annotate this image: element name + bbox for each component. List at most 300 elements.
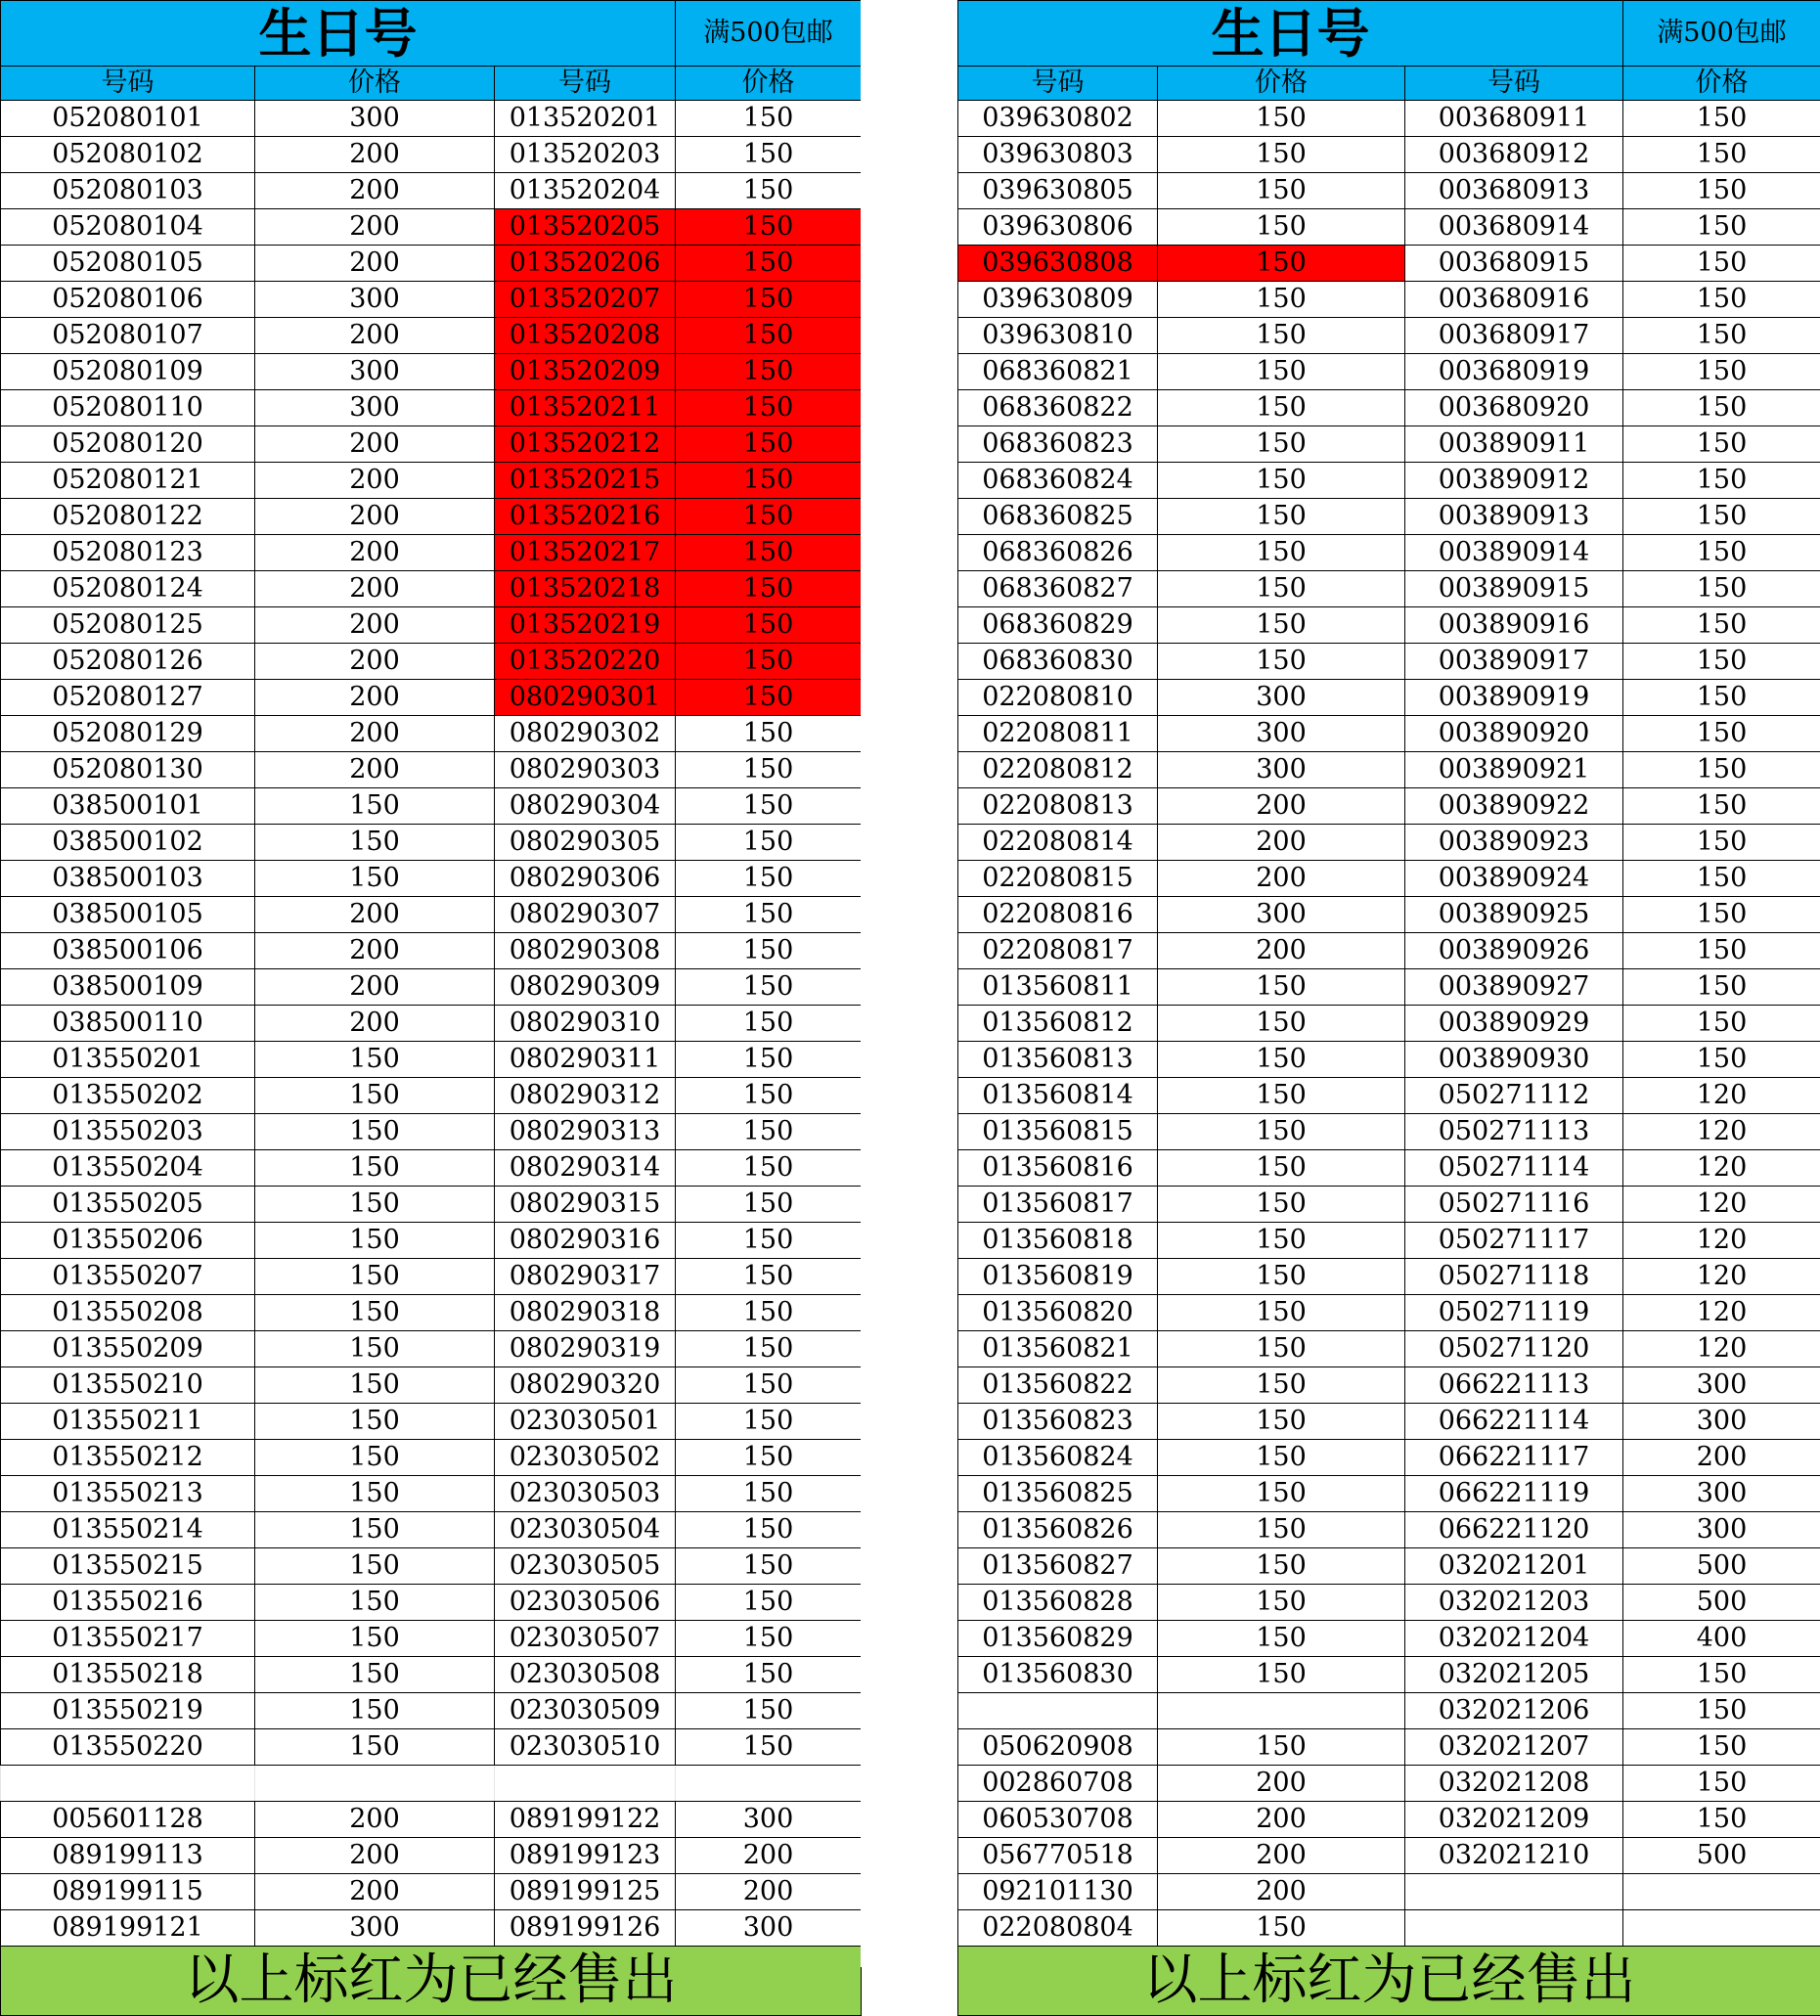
price-cell: 300	[676, 1910, 862, 1947]
table-row	[1, 1259, 862, 1295]
price-cell: 500	[1623, 1548, 1820, 1585]
table-row	[958, 607, 1820, 644]
number-cell: 080290307	[495, 897, 676, 933]
price-cell: 300	[676, 1802, 862, 1838]
price-cell: 150	[1158, 426, 1405, 463]
number-cell: 089199113	[1, 1838, 255, 1874]
price-cell: 150	[676, 1331, 862, 1367]
table-row	[958, 282, 1820, 318]
price-cell: 120	[1623, 1295, 1820, 1331]
number-cell	[1405, 1910, 1623, 1947]
table-row	[958, 897, 1820, 933]
table-row	[1, 463, 862, 499]
table-row	[958, 1766, 1820, 1802]
price-cell: 120	[1623, 1187, 1820, 1223]
price-cell: 150	[676, 1621, 862, 1657]
price-cell: 150	[1623, 897, 1820, 933]
number-cell: 032021201	[1405, 1548, 1623, 1585]
table-row	[1, 1512, 862, 1548]
number-cell: 050271117	[1405, 1223, 1623, 1259]
price-cell: 200	[1158, 933, 1405, 969]
number-cell: 013560822	[958, 1367, 1158, 1404]
price-cell: 150	[1158, 1476, 1405, 1512]
number-cell: 068360823	[958, 426, 1158, 463]
price-cell: 150	[1158, 1440, 1405, 1476]
right-sold-note: 以上标红为已经售出	[958, 1947, 1820, 2016]
price-cell: 150	[1158, 1259, 1405, 1295]
price-cell: 150	[255, 1295, 495, 1331]
number-cell: 056770518	[958, 1838, 1158, 1874]
table-row	[958, 933, 1820, 969]
table-row	[958, 426, 1820, 463]
price-cell: 200	[255, 644, 495, 680]
number-cell: 013560821	[958, 1331, 1158, 1367]
sheet-gap	[861, 0, 957, 1967]
price-cell: 150	[1158, 1187, 1405, 1223]
number-cell: 013550205	[1, 1187, 255, 1223]
left-price-table	[0, 0, 862, 2016]
price-cell	[1158, 1693, 1405, 1729]
price-cell: 150	[1623, 752, 1820, 788]
table-row	[1, 1006, 862, 1042]
number-cell: 089199115	[1, 1874, 255, 1910]
table-row	[958, 1295, 1820, 1331]
number-cell: 013550217	[1, 1621, 255, 1657]
table-row	[958, 1512, 1820, 1548]
right-sheet	[957, 0, 1820, 2016]
price-cell: 150	[1158, 1585, 1405, 1621]
price-cell: 150	[676, 463, 862, 499]
price-cell: 150	[676, 101, 862, 137]
number-cell: 003890912	[1405, 463, 1623, 499]
price-cell: 150	[1623, 354, 1820, 390]
number-cell: 013560826	[958, 1512, 1158, 1548]
number-cell	[958, 1693, 1158, 1729]
price-cell: 150	[676, 861, 862, 897]
price-cell: 150	[255, 1512, 495, 1548]
price-cell: 200	[255, 499, 495, 535]
number-cell: 013560819	[958, 1259, 1158, 1295]
number-cell: 068360826	[958, 535, 1158, 571]
table-row	[1, 933, 862, 969]
price-cell: 150	[676, 1187, 862, 1223]
price-cell: 150	[1158, 1114, 1405, 1150]
number-cell: 003890929	[1405, 1006, 1623, 1042]
price-cell: 150	[676, 897, 862, 933]
number-cell: 032021203	[1405, 1585, 1623, 1621]
table-row	[1, 1440, 862, 1476]
table-row	[1, 1838, 862, 1874]
table-row	[1, 354, 862, 390]
number-cell	[495, 1766, 676, 1802]
table-row	[958, 1729, 1820, 1766]
table-row	[958, 1910, 1820, 1947]
number-cell: 013550213	[1, 1476, 255, 1512]
number-cell: 013550209	[1, 1331, 255, 1367]
price-cell: 120	[1623, 1078, 1820, 1114]
number-cell: 032021208	[1405, 1766, 1623, 1802]
price-cell: 200	[1158, 1838, 1405, 1874]
number-cell: 003890924	[1405, 861, 1623, 897]
number-cell: 022080810	[958, 680, 1158, 716]
left-header-row	[1, 67, 862, 101]
number-cell: 022080817	[958, 933, 1158, 969]
price-cell: 150	[255, 1187, 495, 1223]
number-cell: 013550208	[1, 1295, 255, 1331]
number-cell: 080290316	[495, 1223, 676, 1259]
number-cell: 013520212	[495, 426, 676, 463]
number-cell: 039630802	[958, 101, 1158, 137]
number-cell: 003890915	[1405, 571, 1623, 607]
table-row	[958, 390, 1820, 426]
price-cell: 150	[255, 1585, 495, 1621]
price-cell: 150	[255, 1657, 495, 1693]
number-cell: 003680915	[1405, 246, 1623, 282]
table-row	[958, 1331, 1820, 1367]
price-cell: 400	[1623, 1621, 1820, 1657]
number-cell: 003680919	[1405, 354, 1623, 390]
table-row	[1, 282, 862, 318]
number-cell: 013550218	[1, 1657, 255, 1693]
price-cell: 150	[676, 246, 862, 282]
number-cell: 039630803	[958, 137, 1158, 173]
table-row	[1, 137, 862, 173]
table-row	[1, 1548, 862, 1585]
table-row	[1, 1223, 862, 1259]
number-cell: 080290306	[495, 861, 676, 897]
price-cell: 200	[255, 607, 495, 644]
number-cell: 052080126	[1, 644, 255, 680]
price-cell: 150	[676, 282, 862, 318]
price-cell: 150	[676, 1512, 862, 1548]
table-row	[1, 1621, 862, 1657]
number-cell: 013550202	[1, 1078, 255, 1114]
number-cell: 050271118	[1405, 1259, 1623, 1295]
number-cell: 013560815	[958, 1114, 1158, 1150]
price-cell: 150	[676, 209, 862, 246]
price-cell: 150	[676, 535, 862, 571]
price-cell: 150	[1158, 571, 1405, 607]
price-cell: 150	[676, 390, 862, 426]
price-cell: 150	[676, 825, 862, 861]
number-cell: 003890927	[1405, 969, 1623, 1006]
price-cell: 120	[1623, 1223, 1820, 1259]
number-cell: 080290309	[495, 969, 676, 1006]
number-cell: 013560828	[958, 1585, 1158, 1621]
table-row	[958, 101, 1820, 137]
table-row	[958, 1693, 1820, 1729]
table-row	[1, 969, 862, 1006]
left-sold-note: 以上标红为已经售出	[1, 1947, 862, 2016]
right-table-body	[958, 1, 1820, 1947]
number-cell: 013520216	[495, 499, 676, 535]
price-cell: 200	[255, 426, 495, 463]
number-cell: 052080129	[1, 716, 255, 752]
number-cell: 013520204	[495, 173, 676, 209]
number-cell: 066221120	[1405, 1512, 1623, 1548]
price-cell: 200	[255, 1006, 495, 1042]
price-cell: 300	[255, 390, 495, 426]
price-cell: 150	[676, 1223, 862, 1259]
number-cell: 032021209	[1405, 1802, 1623, 1838]
right-shipping-note: 满500包邮	[1623, 1, 1820, 67]
price-cell: 150	[676, 1729, 862, 1766]
price-cell: 200	[255, 716, 495, 752]
number-cell: 013560824	[958, 1440, 1158, 1476]
price-cell: 200	[255, 318, 495, 354]
number-cell: 038500109	[1, 969, 255, 1006]
price-cell: 150	[1158, 173, 1405, 209]
table-row	[1, 1476, 862, 1512]
price-cell: 300	[255, 354, 495, 390]
price-cell: 150	[1623, 1766, 1820, 1802]
price-cell: 300	[255, 1910, 495, 1947]
price-cell: 150	[1623, 607, 1820, 644]
price-cell: 150	[255, 1259, 495, 1295]
table-row	[1, 897, 862, 933]
price-cell: 150	[1623, 1693, 1820, 1729]
number-cell: 066221119	[1405, 1476, 1623, 1512]
number-cell: 068360827	[958, 571, 1158, 607]
price-cell: 150	[676, 1585, 862, 1621]
price-cell: 150	[1623, 1657, 1820, 1693]
number-cell: 060530708	[958, 1802, 1158, 1838]
price-cell: 200	[255, 571, 495, 607]
table-row	[1, 1693, 862, 1729]
number-cell: 068360822	[958, 390, 1158, 426]
number-cell: 039630805	[958, 173, 1158, 209]
price-cell: 150	[676, 1440, 862, 1476]
price-cell: 200	[255, 1802, 495, 1838]
number-cell: 005601128	[1, 1802, 255, 1838]
number-cell: 080290303	[495, 752, 676, 788]
price-cell: 150	[676, 1657, 862, 1693]
number-cell: 080290315	[495, 1187, 676, 1223]
number-cell	[1, 1766, 255, 1802]
price-cell: 150	[1623, 173, 1820, 209]
number-cell: 080290314	[495, 1150, 676, 1187]
price-cell: 150	[676, 1295, 862, 1331]
number-cell: 080290302	[495, 716, 676, 752]
price-cell: 150	[676, 1259, 862, 1295]
number-cell: 039630810	[958, 318, 1158, 354]
number-cell: 013560827	[958, 1548, 1158, 1585]
table-row	[1, 1295, 862, 1331]
price-cell: 200	[255, 137, 495, 173]
table-row	[1, 1874, 862, 1910]
price-cell: 150	[1158, 969, 1405, 1006]
number-cell: 013560811	[958, 969, 1158, 1006]
price-cell: 200	[255, 209, 495, 246]
price-cell: 300	[1623, 1367, 1820, 1404]
table-row	[958, 1006, 1820, 1042]
number-cell: 003680917	[1405, 318, 1623, 354]
table-row	[1, 861, 862, 897]
table-row	[958, 137, 1820, 173]
price-cell: 150	[1158, 644, 1405, 680]
number-cell: 003680916	[1405, 282, 1623, 318]
table-row	[1, 1585, 862, 1621]
price-cell: 150	[676, 1548, 862, 1585]
table-row	[958, 1367, 1820, 1404]
table-row	[958, 1223, 1820, 1259]
table-row	[1, 499, 862, 535]
table-row	[958, 209, 1820, 246]
price-cell: 150	[1623, 246, 1820, 282]
price-cell: 150	[255, 1476, 495, 1512]
number-cell: 003680912	[1405, 137, 1623, 173]
number-cell: 013560823	[958, 1404, 1158, 1440]
number-cell: 003890920	[1405, 716, 1623, 752]
price-cell: 300	[1623, 1476, 1820, 1512]
number-cell: 013550201	[1, 1042, 255, 1078]
number-cell: 013520208	[495, 318, 676, 354]
number-cell: 080290305	[495, 825, 676, 861]
table-row	[1, 1802, 862, 1838]
number-cell: 013560813	[958, 1042, 1158, 1078]
price-cell: 150	[1623, 318, 1820, 354]
left-title: 生日号	[1, 1, 676, 67]
table-row	[1, 1187, 862, 1223]
price-cell: 150	[255, 788, 495, 825]
table-row	[1, 390, 862, 426]
column-header-price: 价格	[1623, 67, 1820, 101]
number-cell: 003890923	[1405, 825, 1623, 861]
number-cell: 013520217	[495, 535, 676, 571]
price-cell: 150	[255, 1078, 495, 1114]
table-row	[958, 499, 1820, 535]
number-cell: 052080122	[1, 499, 255, 535]
price-cell: 150	[676, 607, 862, 644]
price-cell: 150	[1158, 137, 1405, 173]
number-cell: 013520215	[495, 463, 676, 499]
price-cell: 150	[1158, 1042, 1405, 1078]
number-cell: 023030501	[495, 1404, 676, 1440]
number-cell: 023030507	[495, 1621, 676, 1657]
number-cell: 032021210	[1405, 1838, 1623, 1874]
price-cell: 150	[1158, 318, 1405, 354]
table-row	[1, 1331, 862, 1367]
price-cell: 150	[1623, 137, 1820, 173]
price-cell: 150	[1623, 644, 1820, 680]
table-row	[1, 318, 862, 354]
number-cell: 038500106	[1, 933, 255, 969]
number-cell	[1405, 1874, 1623, 1910]
table-row	[1, 825, 862, 861]
number-cell: 080290301	[495, 680, 676, 716]
price-cell: 200	[1158, 861, 1405, 897]
table-row	[958, 1476, 1820, 1512]
number-cell: 003680914	[1405, 209, 1623, 246]
number-cell: 066221113	[1405, 1367, 1623, 1404]
table-row	[958, 1838, 1820, 1874]
number-cell: 013550210	[1, 1367, 255, 1404]
price-cell: 150	[255, 1440, 495, 1476]
number-cell: 023030508	[495, 1657, 676, 1693]
column-header-number: 号码	[958, 67, 1158, 101]
number-cell: 023030506	[495, 1585, 676, 1621]
number-cell: 013550215	[1, 1548, 255, 1585]
number-cell: 050271114	[1405, 1150, 1623, 1187]
number-cell: 003890914	[1405, 535, 1623, 571]
table-row	[958, 1078, 1820, 1114]
number-cell: 080290310	[495, 1006, 676, 1042]
number-cell: 023030510	[495, 1729, 676, 1766]
price-cell: 150	[1158, 1910, 1405, 1947]
number-cell: 066221114	[1405, 1404, 1623, 1440]
number-cell: 052080104	[1, 209, 255, 246]
number-cell: 013550211	[1, 1404, 255, 1440]
price-cell: 150	[1158, 282, 1405, 318]
column-header-price: 价格	[255, 67, 495, 101]
table-row	[1, 571, 862, 607]
price-cell: 150	[1623, 535, 1820, 571]
table-row	[958, 1404, 1820, 1440]
price-cell: 150	[1158, 209, 1405, 246]
number-cell: 013560817	[958, 1187, 1158, 1223]
number-cell: 089199126	[495, 1910, 676, 1947]
price-cell: 150	[1623, 933, 1820, 969]
price-cell: 150	[1158, 1621, 1405, 1657]
table-row	[1, 209, 862, 246]
table-row	[1, 535, 862, 571]
table-row	[1, 644, 862, 680]
price-cell: 150	[1158, 1657, 1405, 1693]
price-cell: 150	[255, 1404, 495, 1440]
table-row	[958, 463, 1820, 499]
number-cell: 013520203	[495, 137, 676, 173]
price-cell: 500	[1623, 1585, 1820, 1621]
price-cell: 150	[1158, 1006, 1405, 1042]
right-footer-row	[958, 1947, 1820, 2016]
number-cell: 003680913	[1405, 173, 1623, 209]
number-cell: 052080121	[1, 463, 255, 499]
number-cell: 003680920	[1405, 390, 1623, 426]
table-row	[958, 1874, 1820, 1910]
table-row	[958, 1187, 1820, 1223]
number-cell: 068360821	[958, 354, 1158, 390]
price-cell: 120	[1623, 1259, 1820, 1295]
price-cell: 150	[1158, 1729, 1405, 1766]
price-cell: 150	[1623, 1729, 1820, 1766]
number-cell: 039630808	[958, 246, 1158, 282]
table-row	[1, 1766, 862, 1802]
table-row	[958, 1657, 1820, 1693]
number-cell: 023030504	[495, 1512, 676, 1548]
table-row	[958, 716, 1820, 752]
number-cell: 013520207	[495, 282, 676, 318]
number-cell: 038500101	[1, 788, 255, 825]
price-cell: 150	[676, 1042, 862, 1078]
price-cell: 300	[255, 282, 495, 318]
number-cell: 050271113	[1405, 1114, 1623, 1150]
number-cell: 039630809	[958, 282, 1158, 318]
number-cell: 003890913	[1405, 499, 1623, 535]
number-cell: 002860708	[958, 1766, 1158, 1802]
number-cell: 003890919	[1405, 680, 1623, 716]
table-row	[1, 716, 862, 752]
number-cell: 068360829	[958, 607, 1158, 644]
number-cell: 003890916	[1405, 607, 1623, 644]
number-cell: 013550219	[1, 1693, 255, 1729]
number-cell: 023030509	[495, 1693, 676, 1729]
price-cell: 150	[255, 861, 495, 897]
price-cell: 120	[1623, 1331, 1820, 1367]
table-row	[1, 1042, 862, 1078]
column-header-price: 价格	[676, 67, 862, 101]
number-cell: 080290318	[495, 1295, 676, 1331]
right-header-row	[958, 67, 1820, 101]
